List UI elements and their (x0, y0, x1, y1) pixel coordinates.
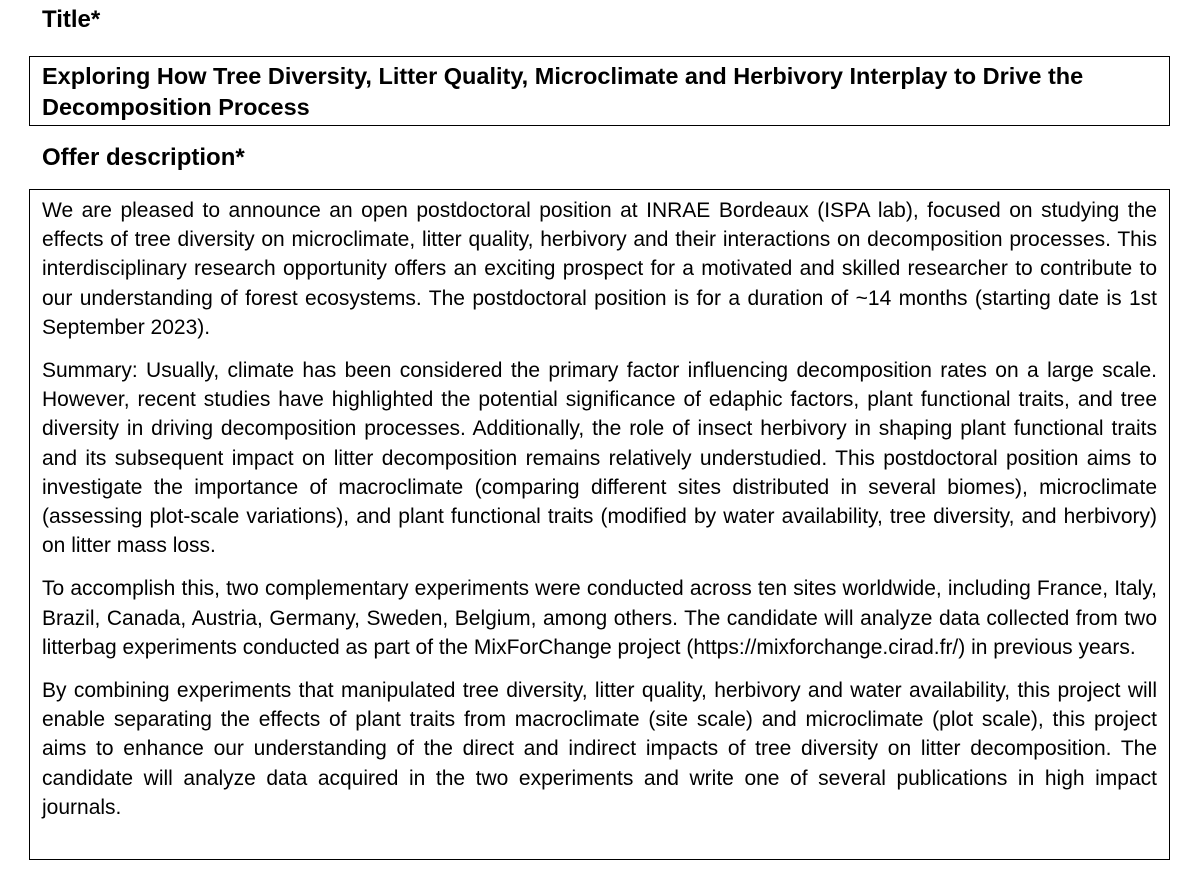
description-paragraph-summary: Summary: Usually, climate has been considered the primary factor influencing decomposition rates on a large scale. However, recent studies have highlighted the potential significance of edaphic factors, plant functional traits, and tree diversity in driving decomposition processes. Additionally, the role of insect herbivory in shaping plant functional traits and its subsequent impact on litter decomposition remains relatively understudied. This postdoctoral position aims to investigate the importance of macroclimate (comparing different sites distributed in several biomes), microclimate (assessing plot-scale variations), and plant functional traits (modified by water availability, tree diversity, and herbivory) on litter mass loss. (42, 359, 1157, 558)
offer-description-field[interactable] (29, 189, 1170, 860)
offer-description-heading: Offer description* (42, 144, 245, 171)
description-paragraph-goals: By combining experiments that manipulated tree diversity, litter quality, herbivory and water availability, this project will enable separating the effects of plant traits from macroclimate (site scale) and microclimate (plot scale), this project aims to enhance our understanding of the direct and indirect impacts of tree diversity on litter decomposition. The candidate will analyze data acquired in the two experiments and write one of several publications in high impact journals. (42, 679, 1157, 819)
title-field[interactable] (29, 56, 1170, 126)
description-paragraph-experiments: To accomplish this, two complementary experiments were conducted across ten sites worldwide, including France, Italy, Brazil, Canada, Austria, Germany, Sweden, Belgium, among others. The candidate will analyze data collected from two litterbag experiments conducted as part of the MixForChange project (https://mixforchange.cirad.fr/) in previous years. (42, 577, 1157, 659)
title-heading: Title* (42, 6, 101, 33)
title-value: Exploring How Tree Diversity, Litter Quality, Microclimate and Herbivory Interplay to Drive the Decomposition Process (42, 63, 1084, 120)
description-paragraph-intro: We are pleased to announce an open postdoctoral position at INRAE Bordeaux (ISPA lab), focused on studying the effects of tree diversity on microclimate, litter quality, herbivory and their interactions on decomposition processes. This interdisciplinary research opportunity offers an exciting prospect for a motivated and skilled researcher to contribute to our understanding of forest ecosystems. The postdoctoral position is for a duration of ~14 months (starting date is 1st September 2023). (42, 199, 1157, 339)
